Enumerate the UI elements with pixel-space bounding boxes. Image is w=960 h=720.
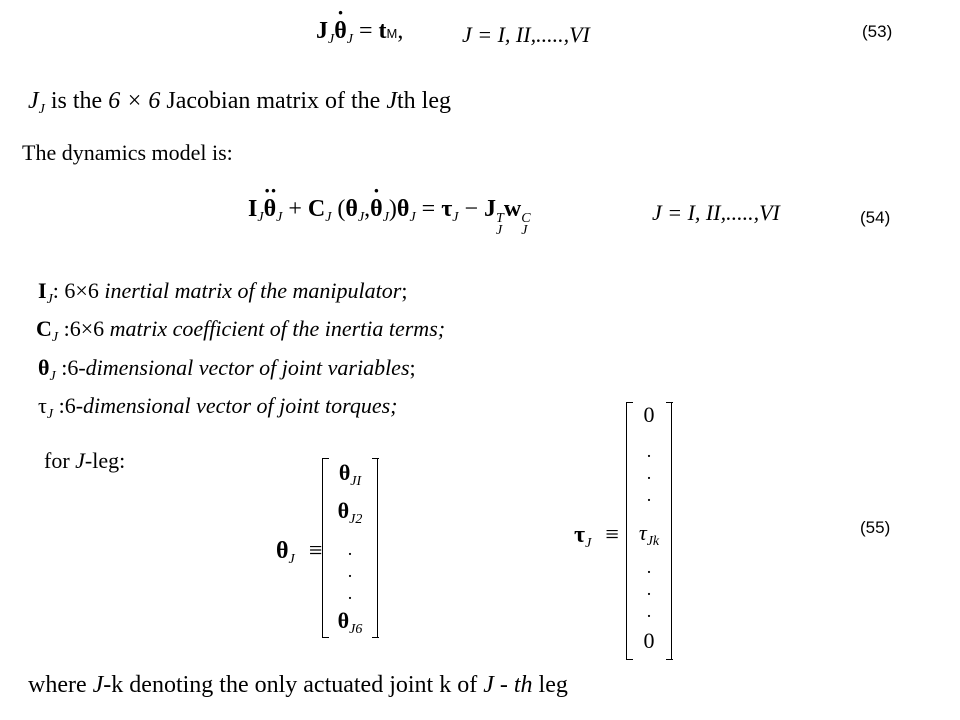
- equation-54: [248, 196, 531, 237]
- tau-entry-top: 0: [643, 402, 655, 427]
- definition-joint-variables: [38, 355, 416, 385]
- paren: (: [337, 196, 346, 222]
- comma: ,: [397, 18, 404, 44]
- subscript: J: [288, 552, 295, 567]
- definition-coriolis: [36, 316, 445, 346]
- jacobian-description: [28, 88, 451, 118]
- vertical-dot: .: [646, 579, 652, 599]
- ordinal: th: [513, 672, 533, 698]
- theta-symbol: θ: [345, 196, 358, 222]
- definition-text: dimensional vector of joint variables: [85, 355, 410, 380]
- text: for: [44, 448, 76, 473]
- vertical-dot: .: [646, 463, 652, 483]
- subscript: J: [38, 102, 45, 117]
- plus-sign: +: [288, 196, 302, 222]
- leg-index: J: [386, 88, 397, 114]
- theta-symbol: θ: [338, 460, 351, 485]
- vertical-dot: .: [646, 485, 652, 505]
- leg-index: J: [483, 672, 494, 698]
- subscript: J: [409, 210, 416, 225]
- subscript: Jk: [646, 534, 660, 549]
- transpose: T: [496, 211, 504, 226]
- subscript: J: [51, 330, 59, 345]
- subscript: J: [346, 32, 353, 47]
- tau-vector-lhs: [574, 522, 619, 552]
- jacobian-symbol: J: [28, 88, 39, 114]
- dimension: 6×6: [69, 316, 110, 341]
- dynamics-intro: The dynamics model is:: [22, 140, 233, 165]
- text: -: [493, 672, 514, 698]
- comma: ,: [364, 196, 371, 222]
- text: th leg: [397, 88, 451, 114]
- wrench-symbol: w: [503, 196, 522, 222]
- subscript: J: [357, 210, 365, 225]
- equation-54-range: J = I, II,.....,VI: [652, 200, 780, 225]
- equiv-sign: ≡: [308, 538, 323, 564]
- twist-symbol: t: [378, 18, 387, 44]
- theta-symbol: θ: [276, 538, 289, 564]
- theta-symbol: θ: [337, 498, 350, 523]
- definition-text: matrix coefficient of the inertia terms;: [109, 316, 446, 341]
- symbol: I: [38, 278, 47, 303]
- subscript: J: [328, 32, 335, 47]
- minus-sign: −: [464, 196, 479, 222]
- symbol: C: [36, 316, 52, 341]
- equals-sign: =: [358, 18, 373, 44]
- vertical-dot: .: [646, 601, 652, 621]
- vertical-dot: .: [347, 583, 353, 603]
- superscript: C: [521, 211, 531, 226]
- separator: :: [55, 355, 68, 380]
- subscript: J: [585, 536, 592, 551]
- tau-symbol: τ: [574, 522, 586, 548]
- equation-53: [316, 18, 403, 48]
- definition-joint-torques: [38, 393, 398, 423]
- text: -k denoting the only actuated joint k of: [103, 672, 484, 698]
- theta-entry-6: [323, 608, 377, 638]
- tau-symbol: τ: [441, 196, 453, 222]
- footer-note: [28, 672, 568, 699]
- text: is the: [44, 88, 109, 114]
- theta-vector-lhs: [276, 538, 322, 568]
- equation-number-53: (53): [862, 22, 893, 41]
- dimension: 6 × 6: [108, 88, 161, 114]
- subscript: M: [386, 26, 398, 41]
- tail: ;: [401, 278, 408, 303]
- theta-vector-matrix: [322, 458, 378, 638]
- jacobian-symbol: J: [316, 18, 328, 44]
- tau-entry-k: [627, 520, 671, 550]
- vertical-dot: .: [646, 557, 652, 577]
- theta-entry-2: [323, 498, 377, 528]
- subscript: J: [46, 407, 54, 422]
- equation-number-54: (54): [860, 208, 891, 227]
- tail: ;: [409, 355, 416, 380]
- symbol: τ: [38, 393, 47, 418]
- theta-dot: [370, 196, 383, 223]
- equals-sign: =: [421, 196, 436, 222]
- leg-index: J: [75, 448, 85, 473]
- text: Jacobian matrix of the: [160, 88, 387, 114]
- for-leg-label: [44, 448, 125, 474]
- subscript: J: [49, 369, 56, 384]
- theta-symbol: θ: [263, 196, 277, 222]
- inertia-symbol: I: [248, 196, 258, 222]
- text: where: [28, 672, 93, 698]
- subscript: J: [276, 210, 283, 225]
- definition-text: inertial matrix of the manipulator: [104, 278, 402, 303]
- theta-symbol: θ: [396, 196, 410, 222]
- theta-symbol: θ: [370, 196, 383, 222]
- theta-symbol: θ: [337, 608, 350, 633]
- coriolis-symbol: C: [307, 196, 326, 222]
- symbol: θ: [38, 355, 50, 380]
- vertical-dot: .: [347, 561, 353, 581]
- separator: :: [52, 278, 65, 303]
- text: -leg:: [84, 448, 126, 473]
- subscript: J: [325, 210, 332, 225]
- theta-entry-1: [323, 460, 377, 490]
- vertical-dot: .: [646, 441, 652, 461]
- subscript: J: [46, 292, 53, 307]
- equiv-sign: ≡: [605, 522, 619, 548]
- subscript: J2: [349, 512, 363, 527]
- leg-index: J: [92, 672, 104, 698]
- sub-sup: [496, 213, 504, 237]
- separator: :: [53, 393, 65, 418]
- subscript: J: [257, 210, 264, 225]
- paren: ): [388, 196, 397, 222]
- subscript: J6: [349, 622, 363, 637]
- equation-53-range: J = I, II,.....,VI: [462, 22, 590, 47]
- subscript: J: [496, 223, 503, 238]
- equation-number-55: (55): [860, 518, 891, 537]
- theta-symbol: θ: [334, 18, 347, 44]
- dimension: 6-: [64, 393, 84, 418]
- theta-dot: [334, 18, 347, 45]
- subscript: J: [382, 210, 389, 225]
- definition-text: dimensional vector of joint torques;: [83, 393, 398, 418]
- dimension: 6×6: [64, 278, 105, 303]
- subscript: J: [521, 223, 528, 238]
- text: leg: [532, 672, 568, 698]
- definition-inertia: [38, 278, 407, 308]
- subscript: JI: [350, 474, 362, 489]
- dimension: 6-: [67, 355, 86, 380]
- jacobian-symbol: J: [484, 196, 497, 222]
- theta-ddot: [264, 196, 277, 223]
- tau-symbol: τ: [638, 520, 647, 545]
- sub-sup: [521, 213, 530, 237]
- separator: :: [58, 316, 70, 341]
- vertical-dot: .: [347, 539, 353, 559]
- tau-entry-bottom: 0: [643, 628, 655, 653]
- subscript: J: [452, 210, 459, 225]
- tau-vector-matrix: [626, 402, 672, 660]
